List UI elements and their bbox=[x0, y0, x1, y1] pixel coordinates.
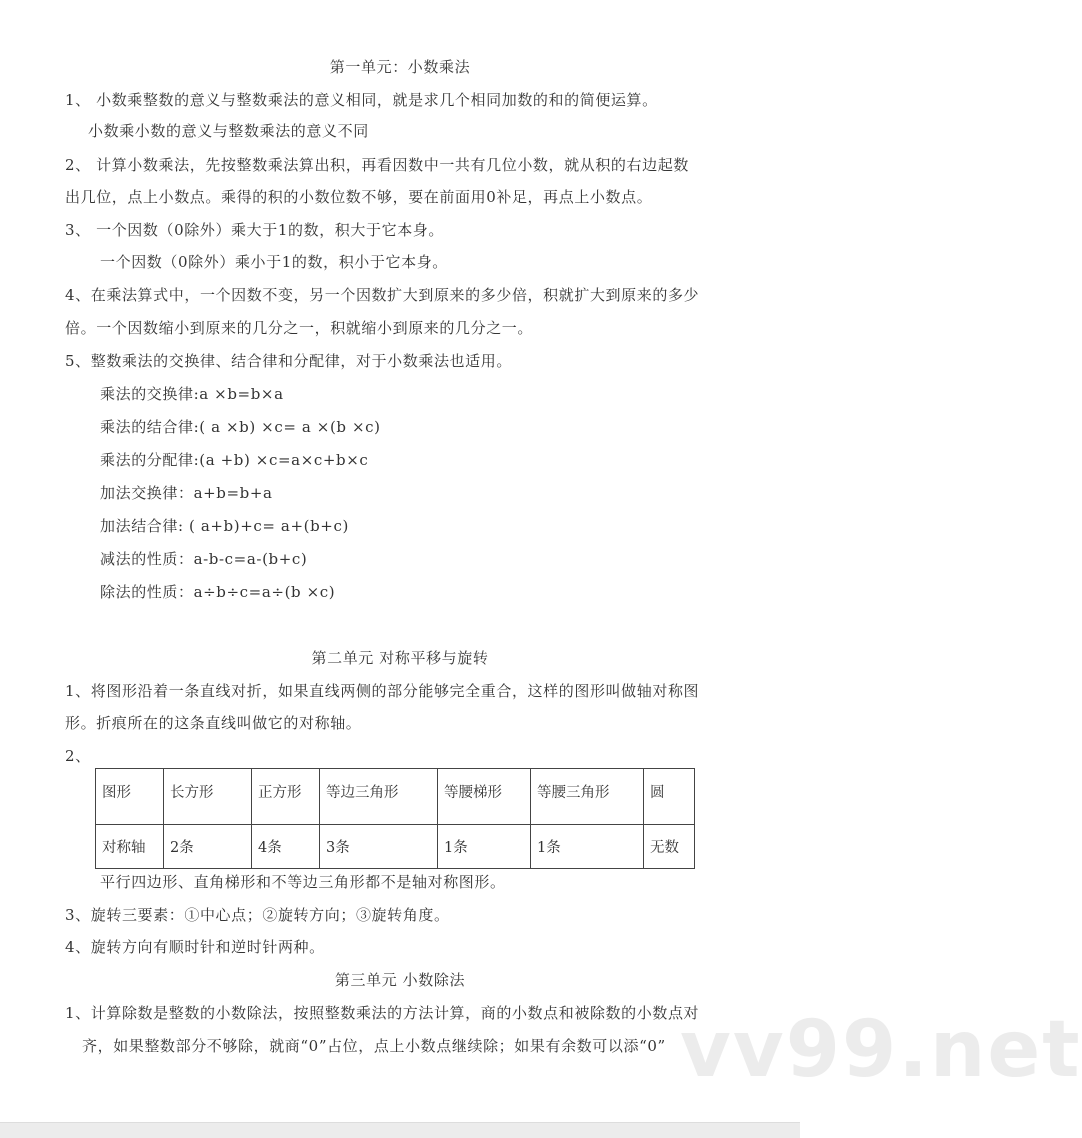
paragraph-line: 1、 小数乘整数的意义与整数乘法的意义相同，就是求几个相同加数的和的简便运算。 bbox=[65, 91, 658, 109]
table-cell: 长方形 bbox=[164, 769, 252, 825]
paragraph-line: 5、整数乘法的交换律、结合律和分配律，对于小数乘法也适用。 bbox=[65, 352, 512, 370]
paragraph-line: 4、旋转方向有顺时针和逆时针两种。 bbox=[65, 938, 325, 956]
table-cell: 对称轴 bbox=[96, 825, 164, 869]
paragraph-line: 一个因数（0除外）乘小于1的数，积小于它本身。 bbox=[100, 253, 448, 271]
paragraph-line: 1、计算除数是整数的小数除法，按照整数乘法的方法计算，商的小数点和被除数的小数点对 bbox=[65, 1004, 700, 1022]
law-line: 减法的性质：a-b-c=a-(b+c) bbox=[100, 550, 308, 568]
table-row bbox=[96, 825, 695, 869]
table-cell: 图形 bbox=[96, 769, 164, 825]
paragraph-line: 平行四边形、直角梯形和不等边三角形都不是轴对称图形。 bbox=[100, 873, 506, 891]
law-line: 除法的性质：a÷b÷c=a÷(b ×c) bbox=[100, 583, 336, 601]
paragraph-line: 小数乘小数的意义与整数乘法的意义不同 bbox=[88, 122, 369, 140]
table-cell: 1条 bbox=[438, 825, 531, 869]
table-cell: 等腰三角形 bbox=[531, 769, 644, 825]
watermark: vv99.net bbox=[680, 1005, 1082, 1095]
law-line: 加法交换律：a+b=b+a bbox=[100, 484, 273, 502]
law-line: 乘法的交换律:a ×b=b×a bbox=[100, 385, 284, 403]
unit2-title: 第二单元 对称平移与旋转 bbox=[311, 649, 489, 667]
paragraph-line: 出几位，点上小数点。乘得的积的小数位数不够，要在前面用0补足，再点上小数点。 bbox=[65, 188, 653, 206]
table-cell: 3条 bbox=[320, 825, 438, 869]
unit3-title: 第三单元 小数除法 bbox=[334, 971, 466, 989]
paragraph-line: 4、在乘法算式中，一个因数不变，另一个因数扩大到原来的多少倍，积就扩大到原来的多少 bbox=[65, 286, 700, 304]
table-cell: 1条 bbox=[531, 825, 644, 869]
law-line: 乘法的结合律:( a ×b) ×c= a ×(b ×c) bbox=[100, 418, 381, 436]
table-cell: 4条 bbox=[252, 825, 320, 869]
paragraph-line: 1、将图形沿着一条直线对折，如果直线两侧的部分能够完全重合，这样的图形叫做轴对称图 bbox=[65, 682, 700, 700]
paragraph-line: 齐，如果整数部分不够除，就商“0”占位，点上小数点继续除；如果有余数可以添“0” bbox=[82, 1037, 666, 1055]
law-line: 乘法的分配律:(a +b) ×c=a×c+b×c bbox=[100, 451, 369, 469]
paragraph-line: 倍。一个因数缩小到原来的几分之一，积就缩小到原来的几分之一。 bbox=[65, 319, 534, 337]
table-cell: 等边三角形 bbox=[320, 769, 438, 825]
table-cell: 2条 bbox=[164, 825, 252, 869]
unit1-title: 第一单元：小数乘法 bbox=[329, 58, 471, 76]
paragraph-line: 3、旋转三要素：①中心点；②旋转方向；③旋转角度。 bbox=[65, 906, 450, 924]
page-bottom-edge bbox=[0, 1122, 800, 1138]
table-cell: 圆 bbox=[644, 769, 695, 825]
symmetry-table bbox=[95, 768, 695, 869]
law-line: 加法结合律: ( a+b)+c= a+(b+c) bbox=[100, 517, 349, 535]
paragraph-line: 形。折痕所在的这条直线叫做它的对称轴。 bbox=[65, 714, 362, 732]
table-cell: 正方形 bbox=[252, 769, 320, 825]
table-row bbox=[96, 769, 695, 825]
paragraph-line: 2、 计算小数乘法，先按整数乘法算出积，再看因数中一共有几位小数，就从积的右边起数 bbox=[65, 156, 689, 174]
paragraph-line: 3、 一个因数（0除外）乘大于1的数，积大于它本身。 bbox=[65, 221, 445, 239]
table-cell: 等腰梯形 bbox=[438, 769, 531, 825]
table-cell: 无数 bbox=[644, 825, 695, 869]
paragraph-line: 2、 bbox=[65, 747, 91, 765]
